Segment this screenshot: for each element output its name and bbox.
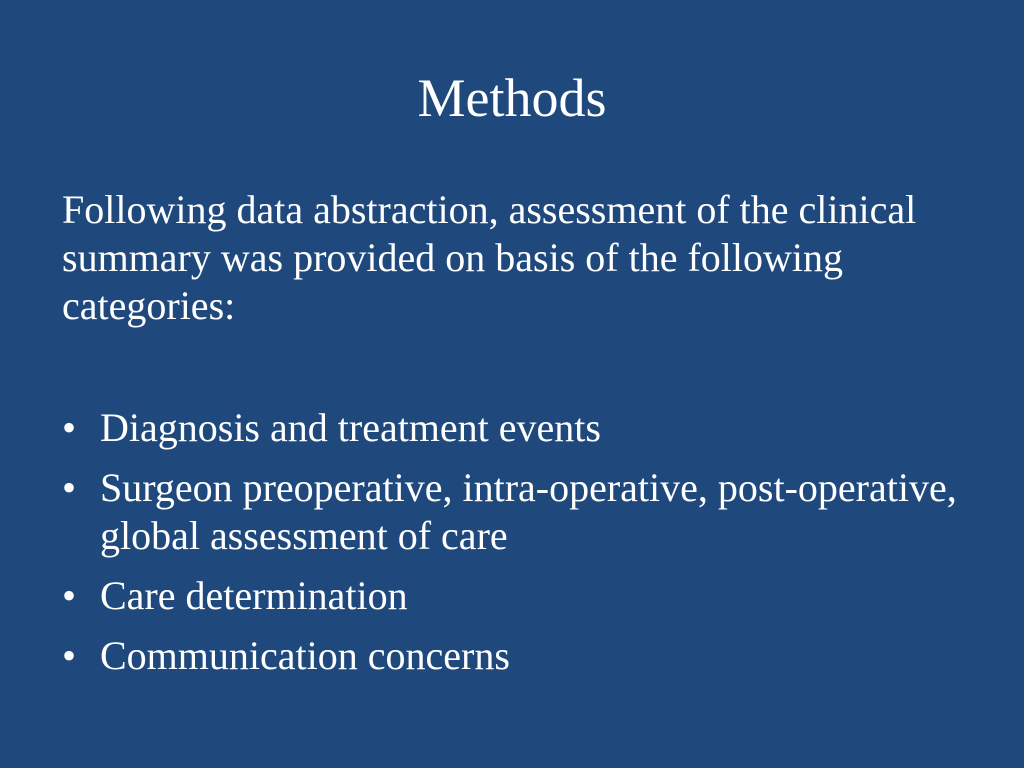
bullet-item <box>62 572 962 620</box>
bullet-text: Communication concerns <box>100 633 510 678</box>
bullet-item <box>62 404 962 452</box>
bullet-dot-icon: • <box>62 465 77 510</box>
bullet-item <box>62 632 962 680</box>
slide-title: Methods <box>417 68 607 128</box>
intro-paragraph: Following data abstraction, assessment of the clinical summary was provided on basis of the following categories: <box>62 187 917 328</box>
bullet-text: Care determination <box>100 573 408 618</box>
bullet-item <box>62 464 962 560</box>
bullet-dot-icon: • <box>62 405 77 450</box>
bullet-text: Surgeon preoperative, intra-operative, post-operative, global assessment of care <box>100 465 957 558</box>
bullet-text: Diagnosis and treatment events <box>100 405 601 450</box>
bullet-dot-icon: • <box>62 573 77 618</box>
bullet-dot-icon: • <box>62 633 77 678</box>
bullet-list <box>62 404 962 692</box>
